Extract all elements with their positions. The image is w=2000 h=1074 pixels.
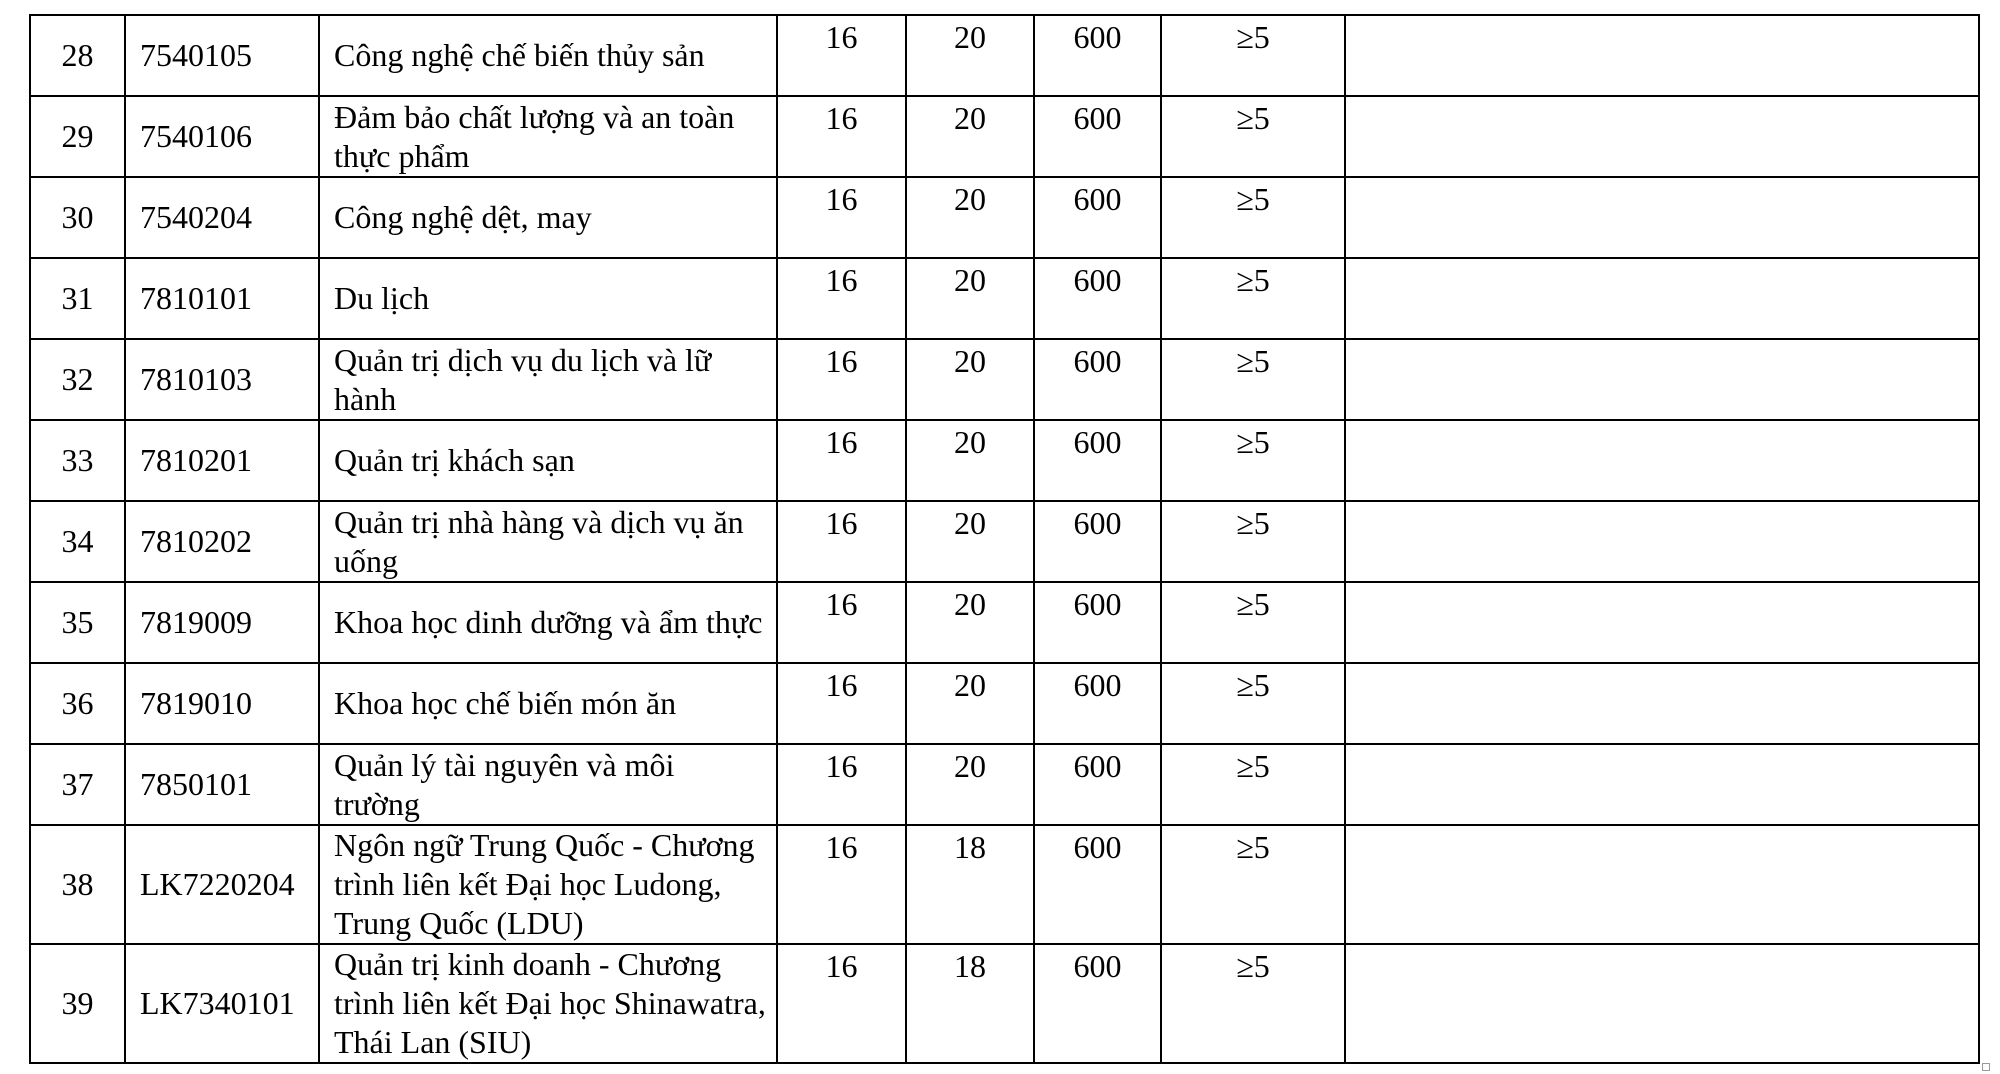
value-cell-4: ≥5 (1161, 177, 1345, 258)
value-cell-2: 20 (906, 663, 1034, 744)
table-row (30, 177, 1979, 258)
note-cell (1345, 339, 1979, 420)
value-cell-2: 18 (906, 825, 1034, 944)
value-cell-2: 20 (906, 177, 1034, 258)
value-cell-4: ≥5 (1161, 663, 1345, 744)
table-row (30, 420, 1979, 501)
value-cell-4: ≥5 (1161, 258, 1345, 339)
major-code: LK7340101 (125, 944, 319, 1063)
major-name: Khoa học dinh dưỡng và ẩm thực (319, 582, 777, 663)
row-number: 38 (30, 825, 125, 944)
major-code: 7850101 (125, 744, 319, 825)
value-cell-2: 20 (906, 339, 1034, 420)
value-cell-3: 600 (1034, 744, 1161, 825)
note-cell (1345, 258, 1979, 339)
table-row (30, 501, 1979, 582)
major-name: Ngôn ngữ Trung Quốc - Chương trình liên kết Đại học Ludong, Trung Quốc (LDU) (319, 825, 777, 944)
value-cell-3: 600 (1034, 825, 1161, 944)
value-cell-4: ≥5 (1161, 15, 1345, 96)
value-cell-1: 16 (777, 339, 906, 420)
value-cell-1: 16 (777, 944, 906, 1063)
value-cell-1: 16 (777, 582, 906, 663)
table-row (30, 582, 1979, 663)
major-code: 7810202 (125, 501, 319, 582)
value-cell-1: 16 (777, 258, 906, 339)
note-cell (1345, 177, 1979, 258)
row-number: 33 (30, 420, 125, 501)
table-row (30, 744, 1979, 825)
major-code: 7540105 (125, 15, 319, 96)
note-cell (1345, 944, 1979, 1063)
table-row (30, 825, 1979, 944)
table-row (30, 15, 1979, 96)
major-name: Công nghệ dệt, may (319, 177, 777, 258)
value-cell-3: 600 (1034, 663, 1161, 744)
admission-table (29, 14, 1980, 1064)
value-cell-4: ≥5 (1161, 339, 1345, 420)
note-cell (1345, 825, 1979, 944)
value-cell-3: 600 (1034, 944, 1161, 1063)
value-cell-3: 600 (1034, 258, 1161, 339)
value-cell-3: 600 (1034, 582, 1161, 663)
value-cell-4: ≥5 (1161, 825, 1345, 944)
major-name: Quản trị dịch vụ du lịch và lữ hành (319, 339, 777, 420)
value-cell-2: 20 (906, 501, 1034, 582)
major-name: Du lịch (319, 258, 777, 339)
major-name: Công nghệ chế biến thủy sản (319, 15, 777, 96)
major-name: Khoa học chế biến món ăn (319, 663, 777, 744)
row-number: 36 (30, 663, 125, 744)
value-cell-2: 18 (906, 944, 1034, 1063)
row-number: 28 (30, 15, 125, 96)
value-cell-1: 16 (777, 15, 906, 96)
row-number: 30 (30, 177, 125, 258)
value-cell-3: 600 (1034, 420, 1161, 501)
value-cell-1: 16 (777, 501, 906, 582)
value-cell-1: 16 (777, 663, 906, 744)
row-number: 34 (30, 501, 125, 582)
value-cell-4: ≥5 (1161, 944, 1345, 1063)
value-cell-3: 600 (1034, 96, 1161, 177)
row-number: 39 (30, 944, 125, 1063)
major-code: LK7220204 (125, 825, 319, 944)
major-name: Đảm bảo chất lượng và an toàn thực phẩm (319, 96, 777, 177)
note-cell (1345, 96, 1979, 177)
value-cell-2: 20 (906, 744, 1034, 825)
major-code: 7540204 (125, 177, 319, 258)
value-cell-1: 16 (777, 744, 906, 825)
row-number: 29 (30, 96, 125, 177)
value-cell-4: ≥5 (1161, 420, 1345, 501)
value-cell-3: 600 (1034, 15, 1161, 96)
major-code: 7810101 (125, 258, 319, 339)
major-code: 7819010 (125, 663, 319, 744)
anchor-marker (1982, 1063, 1990, 1071)
note-cell (1345, 420, 1979, 501)
major-name: Quản trị nhà hàng và dịch vụ ăn uống (319, 501, 777, 582)
value-cell-1: 16 (777, 96, 906, 177)
major-name: Quản trị khách sạn (319, 420, 777, 501)
value-cell-2: 20 (906, 258, 1034, 339)
note-cell (1345, 744, 1979, 825)
value-cell-2: 20 (906, 96, 1034, 177)
value-cell-4: ≥5 (1161, 744, 1345, 825)
major-code: 7810103 (125, 339, 319, 420)
table-row (30, 663, 1979, 744)
value-cell-1: 16 (777, 420, 906, 501)
major-name: Quản lý tài nguyên và môi trường (319, 744, 777, 825)
value-cell-2: 20 (906, 420, 1034, 501)
value-cell-3: 600 (1034, 177, 1161, 258)
major-code: 7540106 (125, 96, 319, 177)
table-row (30, 96, 1979, 177)
value-cell-3: 600 (1034, 501, 1161, 582)
value-cell-3: 600 (1034, 339, 1161, 420)
value-cell-4: ≥5 (1161, 96, 1345, 177)
table-row (30, 339, 1979, 420)
table-row (30, 944, 1979, 1063)
value-cell-1: 16 (777, 177, 906, 258)
value-cell-4: ≥5 (1161, 582, 1345, 663)
note-cell (1345, 582, 1979, 663)
row-number: 35 (30, 582, 125, 663)
note-cell (1345, 663, 1979, 744)
major-code: 7810201 (125, 420, 319, 501)
value-cell-1: 16 (777, 825, 906, 944)
note-cell (1345, 501, 1979, 582)
row-number: 32 (30, 339, 125, 420)
value-cell-2: 20 (906, 15, 1034, 96)
row-number: 37 (30, 744, 125, 825)
value-cell-2: 20 (906, 582, 1034, 663)
major-name: Quản trị kinh doanh - Chương trình liên kết Đại học Shinawatra, Thái Lan (SIU) (319, 944, 777, 1063)
value-cell-4: ≥5 (1161, 501, 1345, 582)
table-row (30, 258, 1979, 339)
major-code: 7819009 (125, 582, 319, 663)
note-cell (1345, 15, 1979, 96)
row-number: 31 (30, 258, 125, 339)
